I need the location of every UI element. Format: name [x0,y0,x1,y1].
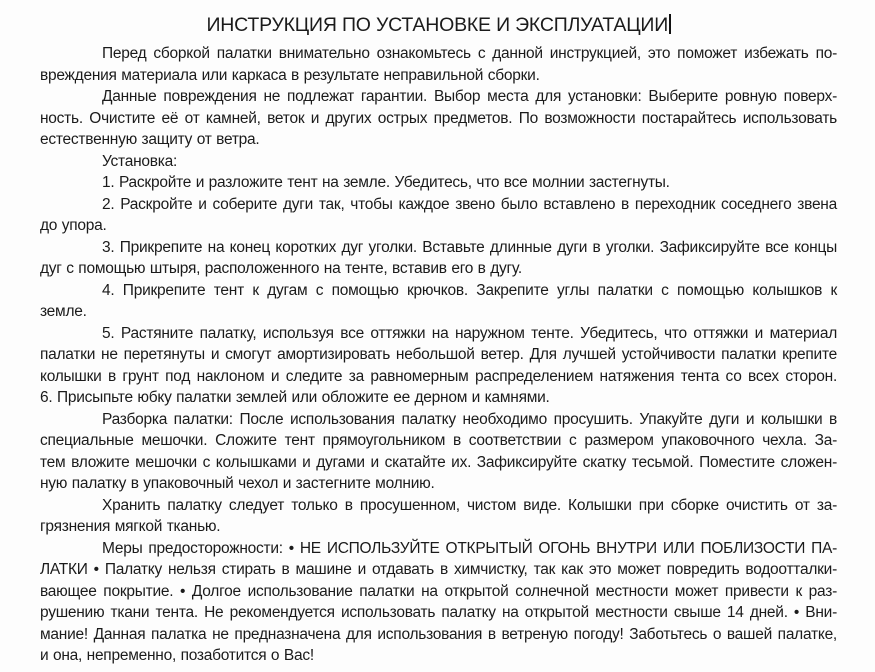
text-line[interactable]: колышки в грунт под наклоном и следите за равномерным распределением натяжения тента со всех сторон. [40,367,837,385]
text-line[interactable]: вреждения материала или каркаса в результате неправильной сборки. [40,66,540,84]
text-line[interactable]: Хранить палатку следует только в просушенном, чистом виде. Колышки при сборке очистить от за- [102,496,837,514]
text-line[interactable]: Меры предосторожности: • НЕ ИСПОЛЬЗУЙТЕ ОТКРЫТЫЙ ОГОНЬ ВНУТРИ ИЛИ ПОБЛИЗОСТИ ПА- [102,539,837,557]
text-line[interactable]: Данные повреждения не подлежат гарантии. Выбор места для установки: Выберите ровную поверх- [102,88,837,105]
text-line[interactable]: 6. Присыпьте юбку палатки землей или обложите ее дерном и камнями. [40,389,550,406]
text-line[interactable]: естественную защиту от ветра. [40,131,260,148]
text-line[interactable]: Установка: [102,152,178,170]
text-line[interactable]: ную палатку в упаковочный чехол и застегните молнию. [40,475,435,492]
text-line[interactable]: вающее покрытие. • Долгое использование палатки на открытой солнечной местности может привести к раз- [40,582,837,600]
text-line[interactable]: 1. Раскройте и разложите тент на земле. Убедитесь, что все молнии застегнуты. [102,174,670,191]
text-line[interactable]: ность. Очистите её от камней, веток и других острых предметов. По возможности постарайтесь использовать [40,109,837,127]
text-line[interactable]: рушению ткани тента. Не рекомендуется использовать палатку на открытой местности свыше 14 дней. • Вни- [40,604,837,621]
text-line[interactable]: палатки не перетянуты и смогут амортизировать небольшой ветер. Для лучшей устойчивости палатки крепите [40,346,837,363]
text-line[interactable]: 2. Раскройте и соберите дуги так, чтобы каждое звено было вставлено в переходник соседнего звена [102,195,837,213]
text-line[interactable]: дуг с помощью штыря, расположенного на тенте, вставив его в дугу. [40,260,522,277]
document-title[interactable] [40,12,837,38]
text-line[interactable]: 5. Растяните палатку, используя все оттяжки на наружном тенте. Убедитесь, что оттяжки и материал [102,324,837,342]
text-line[interactable]: специальные мешочки. Сложите тент прямоугольником в соответствии с размером упаковочного чехла. За- [40,432,837,449]
title-text[interactable]: ИНСТРУКЦИЯ ПО УСТАНОВКЕ И ЭКСПЛУАТАЦИИ [206,14,669,36]
text-line[interactable]: и она, непременно, позаботится о Вас! [40,647,314,664]
text-line[interactable]: 4. Прикрепите тент к дугам с помощью крючков. Закрепите углы палатки с помощью колышков к [102,281,837,299]
text-cursor-caret [669,14,671,34]
text-line[interactable]: 3. Прикрепите на конец коротких дуг уголки. Вставьте длинные дуги в уголки. Зафиксируйте все концы [102,238,837,256]
text-line[interactable]: Перед сборкой палатки внимательно ознакомьтесь с данной инструкцией, это поможет избежать по- [102,45,837,62]
text-line[interactable]: тем вложите мешочки с колышками и дугами и скатайте их. Зафиксируйте скатку тесьмой. Поместите сложен- [40,453,837,471]
text-line[interactable]: грязнения мягкой тканью. [40,518,221,535]
text-line[interactable]: Разборка палатки: После использования палатку необходимо просушить. Упакуйте дуги и колышки в [102,410,837,428]
text-line[interactable]: до упора. [40,217,107,234]
document-body[interactable] [40,43,837,667]
text-line[interactable]: земле. [40,303,87,320]
text-line[interactable]: ЛАТКИ • Палатку нельзя стирать в машине и отдавать в химчистку, так как это может повредить водоотталки- [40,561,837,578]
text-line[interactable]: мание! Данная палатка не предназначена для использования в ветреную погоду! Заботьтесь о вашей палатке, [40,625,837,643]
